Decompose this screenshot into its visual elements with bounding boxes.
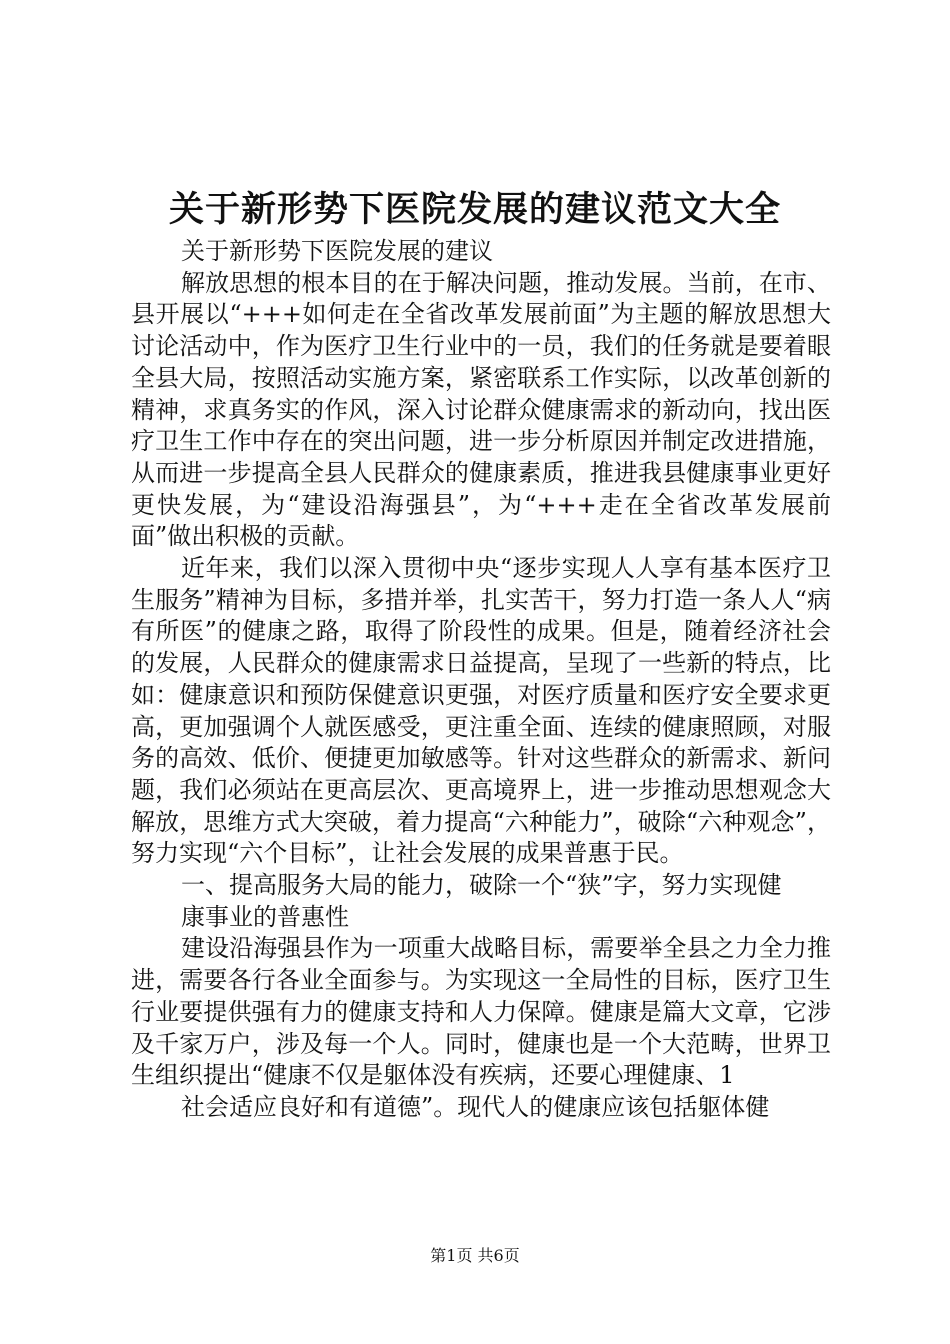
section-heading-paragraph: 一、提高服务大局的能力，破除一个“狭”字，努力实现健	[181, 871, 782, 900]
body-paragraph: 建设沿海强县作为一项重大战略目标，需要举全县之力全力推进，需要各行各业全面参与。为实现这一全局性的目标，医疗卫生行业要提供强有力的健康支持和人力保障。健康是篇大文章，它涉及千家万户，涉及每一个人。同时，健康也是一个大范畴，世界卫生组织提出“健康不仅是躯体没有疾病，还要心理健康、1	[131, 934, 831, 1090]
document-body	[131, 236, 831, 1124]
body-paragraph: 近年来，我们以深入贯彻中央“逐步实现人人享有基本医疗卫生服务”精神为目标，多措并举，扎实苦干，努力打造一条人人“病有所医”的健康之路，取得了阶段性的成果。但是，随着经济社会的发展，人民群众的健康需求日益提高，呈现了一些新的特点，比如：健康意识和预防保健意识更强，对医疗质量和医疗安全要求更高，更加强调个人就医感受，更注重全面、连续的健康照顾，对服务的高效、低价、便捷更加敏感等。针对这些群众的新需求、新问题，我们必须站在更高层次、更高境界上，进一步推动思想观念大解放，思维方式大突破，着力提高“六种能力”，破除“六种观念”，努力实现“六个目标”，让社会发展的成果普惠于民。	[131, 554, 831, 868]
page-number-footer: 第1页 共6页	[430, 1246, 520, 1265]
subtitle-paragraph: 关于新形势下医院发展的建议	[181, 237, 493, 265]
section-heading-continuation: 康事业的普惠性	[181, 902, 349, 931]
body-paragraph: 解放思想的根本目的在于解决问题，推动发展。当前，在市、县开展以“+++如何走在全省改革发展前面”为主题的解放思想大讨论活动中，作为医疗卫生行业中的一员，我们的任务就是要着眼全县大局，按照活动实施方案，紧密联系工作实际，以改革创新的精神，求真务实的作风，深入讨论群众健康需求的新动向，找出医疗卫生工作中存在的突出问题，进一步分析原因并制定改进措施，从而进一步提高全县人民群众的健康素质，推进我县健康事业更好更快发展，为“建设沿海强县”，为“+++走在全省改革发展前面”做出积极的贡献。	[131, 268, 831, 551]
document-title: 关于新形势下医院发展的建议范文大全	[168, 190, 781, 230]
body-paragraph: 社会适应良好和有道德”。现代人的健康应该包括躯体健	[181, 1092, 770, 1121]
